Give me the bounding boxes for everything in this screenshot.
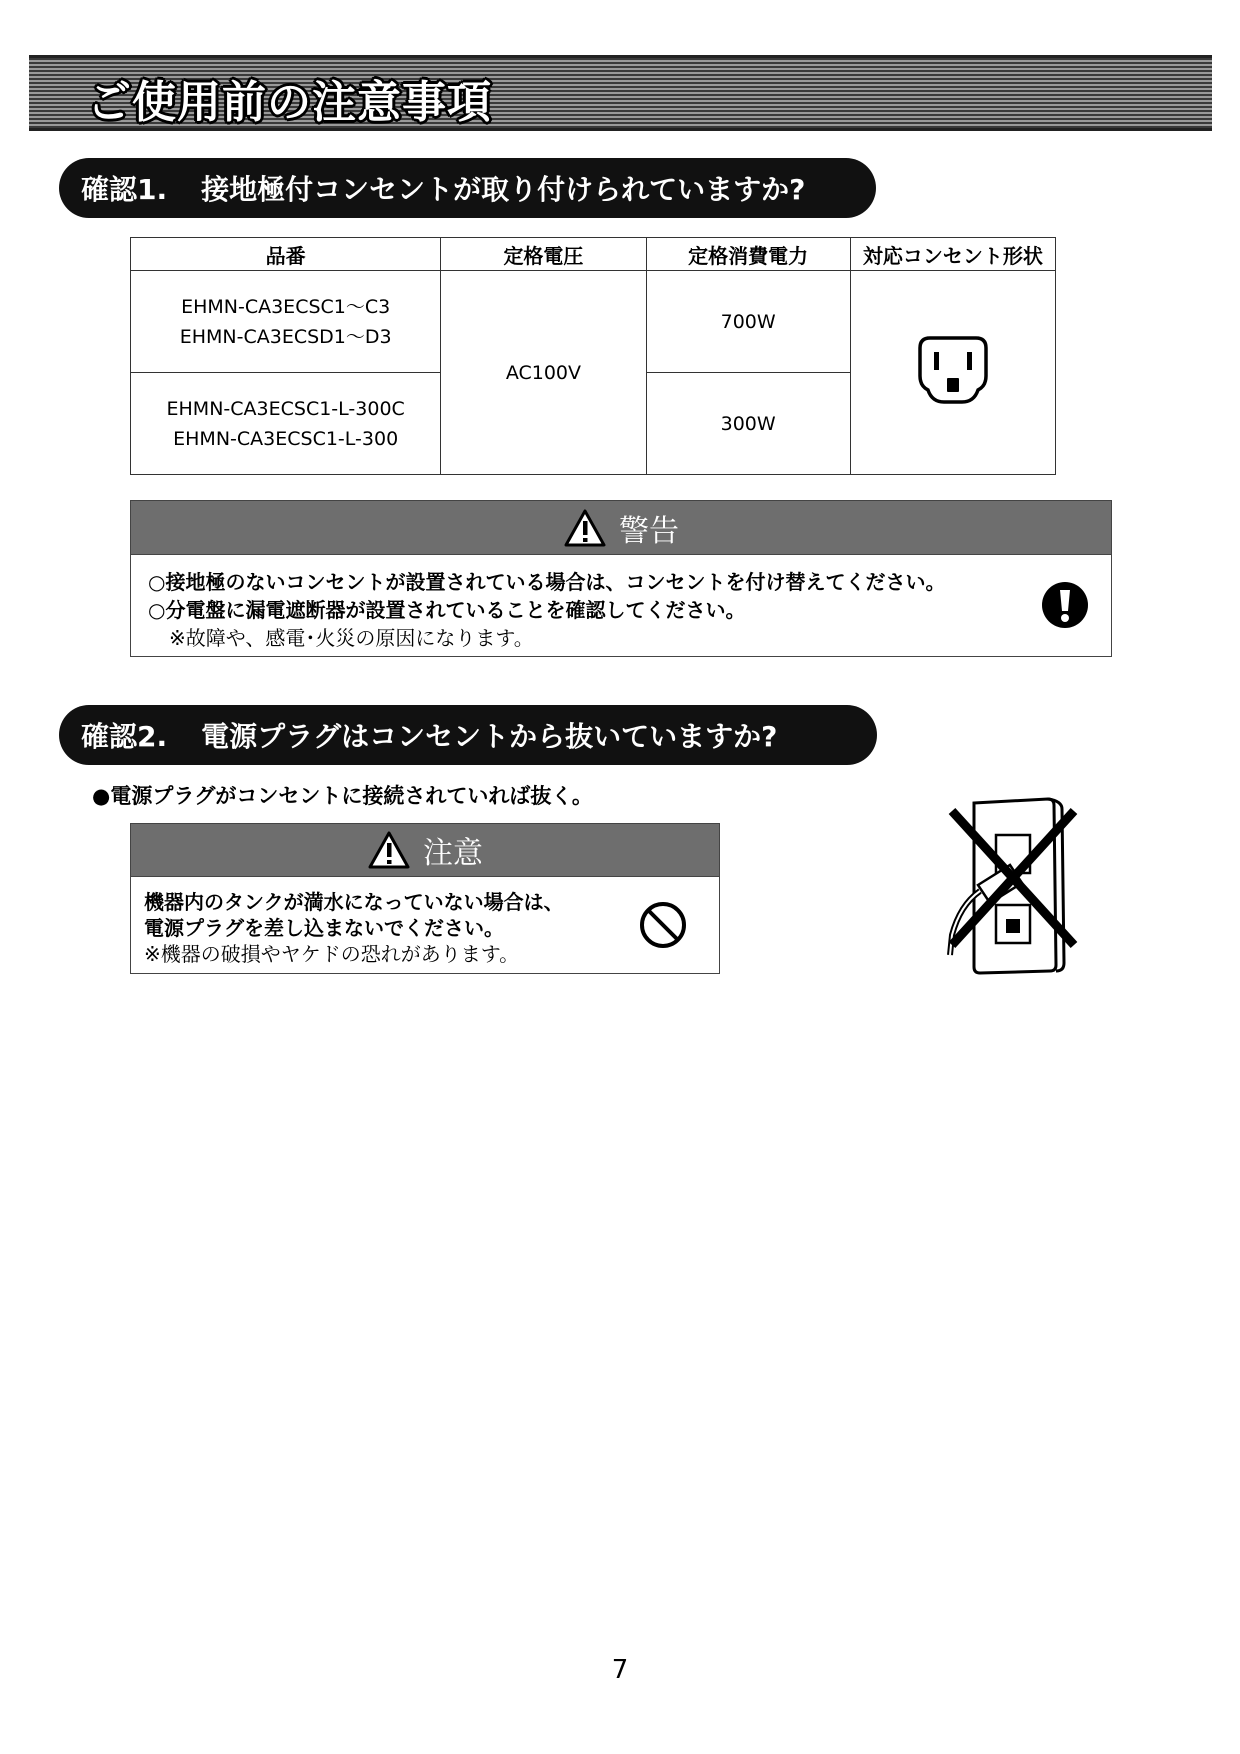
table-row [131, 271, 1056, 373]
header-power: 定格消費電力 [646, 238, 850, 271]
check1-question: 接地極付コンセントが取り付けられていますか? [201, 173, 806, 206]
check2-header [59, 705, 877, 765]
page-title: ご使用前の注意事項 [87, 77, 492, 128]
caution-line: 電源プラグを差し込まないでください。 [144, 916, 504, 940]
warning-triangle-icon [563, 508, 607, 548]
caution-title: 注意 [423, 836, 483, 871]
page-number: 7 [611, 1655, 629, 1685]
mandatory-exclamation-icon [1041, 581, 1089, 629]
outlet-shape-cell [850, 271, 1055, 475]
voltage-cell: AC100V [441, 271, 646, 475]
check1-header [59, 158, 876, 218]
warning-note: ※故障や、感電･火災の原因になります。 [169, 626, 534, 650]
grounded-outlet-icon [916, 334, 990, 406]
power-cell: 700W [646, 271, 850, 373]
header-outlet-shape: 対応コンセント形状 [850, 238, 1055, 271]
warning-line: ○分電盤に漏電遮断器が設置されていることを確認してください。 [148, 598, 746, 622]
model-number: EHMN-CA3ECSC1-L-300C [166, 397, 405, 420]
check2-number: 確認2. [81, 720, 168, 753]
caution-triangle-icon [367, 830, 411, 870]
unplugged-outlet-crossed-icon [940, 795, 1090, 975]
warning-header [131, 501, 1111, 555]
model-number: EHMN-CA3ECSC1-L-300 [173, 427, 399, 450]
warning-line: ○接地極のないコンセントが設置されている場合は、コンセントを付け替えてください。 [148, 570, 946, 594]
caution-note: ※機器の破損やヤケドの恐れがあります。 [144, 942, 520, 966]
model-cell [131, 373, 441, 475]
check2-instruction: ●電源プラグがコンセントに接続されていれば抜く。 [92, 784, 593, 808]
table-header-row [131, 238, 1056, 271]
caution-header [131, 824, 719, 877]
warning-box [130, 500, 1112, 657]
check1-number: 確認1. [81, 173, 168, 206]
caution-line: 機器内のタンクが満水になっていない場合は、 [144, 890, 564, 914]
power-cell: 300W [646, 373, 850, 475]
prohibition-icon [638, 900, 688, 950]
caution-box [130, 823, 720, 974]
check2-question: 電源プラグはコンセントから抜いていますか? [201, 720, 778, 753]
model-cell [131, 271, 441, 373]
header-model: 品番 [131, 238, 441, 271]
header-voltage: 定格電圧 [441, 238, 646, 271]
spec-table [130, 237, 1056, 475]
model-number: EHMN-CA3ECSC1～C3 [181, 295, 391, 318]
warning-title: 警告 [619, 513, 679, 549]
page-title-banner [29, 55, 1212, 131]
model-number: EHMN-CA3ECSD1～D3 [179, 325, 392, 348]
